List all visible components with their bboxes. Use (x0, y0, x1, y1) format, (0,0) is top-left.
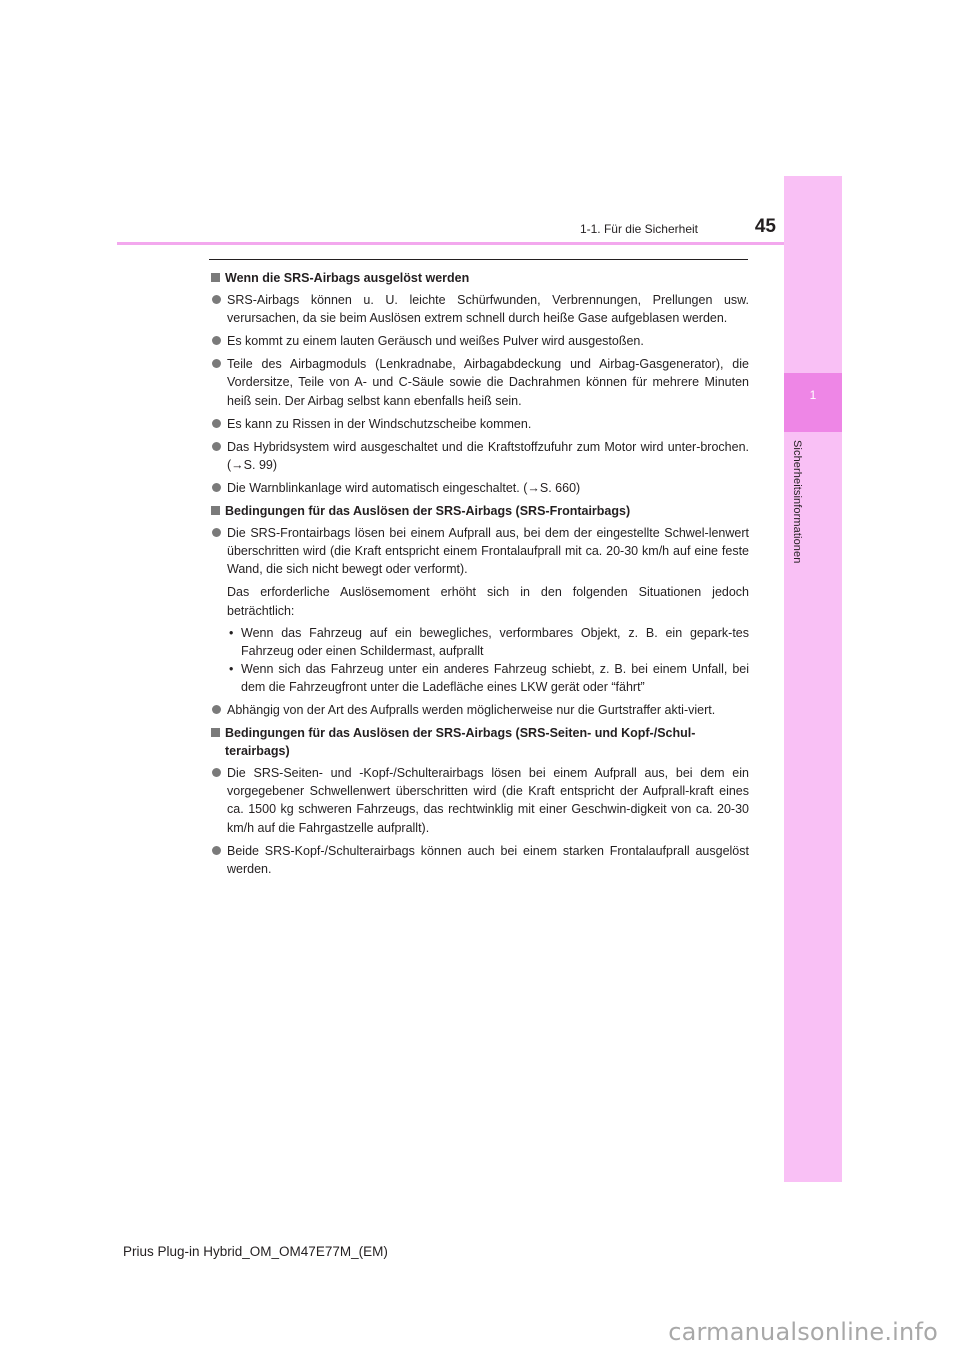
bullet-item: Beide SRS-Kopf-/Schulterairbags können auch bei einem starken Frontalaufprall ausgelöst werden. (211, 842, 749, 878)
bullet-item: Teile des Airbagmoduls (Lenkradnabe, Airbagabdeckung und Airbag-Gasgenerator), die Vordersitze, Teile von A- und C-Säule sowie die Dachrahmen können für mehrere Minuten heiß sein. Der Airbag selbst kann ebenfalls heiß sein. (211, 355, 749, 409)
site-watermark: carmanualsonline.info (668, 1318, 938, 1346)
content-top-rule (209, 259, 748, 260)
chapter-number: 1 (809, 388, 817, 402)
bullet-item: Das Hybridsystem wird ausgeschaltet und die Kraftstoffzufuhr zum Motor wird unter-brochen. (→S. 99) (211, 438, 749, 474)
body-paragraph: Das erforderliche Auslösemoment erhöht sich in den folgenden Situationen jedoch beträchtlich: (227, 585, 749, 618)
bullet-item: Die Warnblinkanlage wird automatisch eingeschaltet. (→S. 660) (211, 479, 749, 497)
sub-list-item: • Wenn sich das Fahrzeug unter ein anderes Fahrzeug schiebt, z. B. bei einem Unfall, bei dem die Fahrzeugfront unter die Ladefläche eines LKW gerät oder “fährt” (211, 660, 749, 696)
page-content (211, 269, 749, 883)
chapter-side-tab (784, 176, 842, 1182)
chapter-label: Sicherheitsinformationen (791, 440, 803, 564)
chapter-active-marker (784, 373, 842, 432)
manual-id-footer: Prius Plug-in Hybrid_OM_OM47E77M_(EM) (123, 1244, 388, 1259)
bullet-item: Die SRS-Frontairbags lösen bei einem Aufprall aus, bei dem der eingestellte Schwel-lenwert überschritten wird (die Kraft entspricht einem Frontalaufprall mit ca. 20-30 km/h auf eine feste Wand, die sich nicht bewegt oder verformt). (211, 524, 749, 578)
section-heading: Bedingungen für das Auslösen der SRS-Airbags (SRS-Frontairbags) (211, 502, 749, 520)
bullet-item: Die SRS-Seiten- und -Kopf-/Schulterairbags lösen bei einem Aufprall aus, bei dem ein vorgegebener Schwellenwert überschritten wird (die Kraft entspricht der Aufprall-kraft eines ca. 1500 kg schweren Fahrzeugs, das rechtwinklig mit einer Geschwin-digkeit von ca. 20-30 km/h auf die Fahrgastzelle aufprallt). (211, 764, 749, 836)
bullet-item: Abhängig von der Art des Aufpralls werden möglicherweise nur die Gurtstraffer akti-viert. (211, 701, 749, 719)
header-rule (117, 242, 784, 245)
page-number: 45 (754, 216, 776, 237)
section-heading: Wenn die SRS-Airbags ausgelöst werden (211, 269, 749, 287)
section-title: 1-1. Für die Sicherheit (579, 222, 698, 236)
sub-list-item: • Wenn das Fahrzeug auf ein bewegliches, verformbares Objekt, z. B. ein gepark-tes Fahrzeug oder einen Schildermast, aufprallt (211, 624, 749, 660)
bullet-item: SRS-Airbags können u. U. leichte Schürfwunden, Verbrennungen, Prellungen usw. verursachen, da sie beim Auslösen extrem schnell durch heiße Gase aufgeblasen werden. (211, 291, 749, 327)
bullet-item: Es kommt zu einem lauten Geräusch und weißes Pulver wird ausgestoßen. (211, 332, 749, 350)
bullet-item: Es kann zu Rissen in der Windschutzscheibe kommen. (211, 415, 749, 433)
section-heading: Bedingungen für das Auslösen der SRS-Airbags (SRS-Seiten- und Kopf-/Schul-terairbags) (211, 724, 749, 760)
